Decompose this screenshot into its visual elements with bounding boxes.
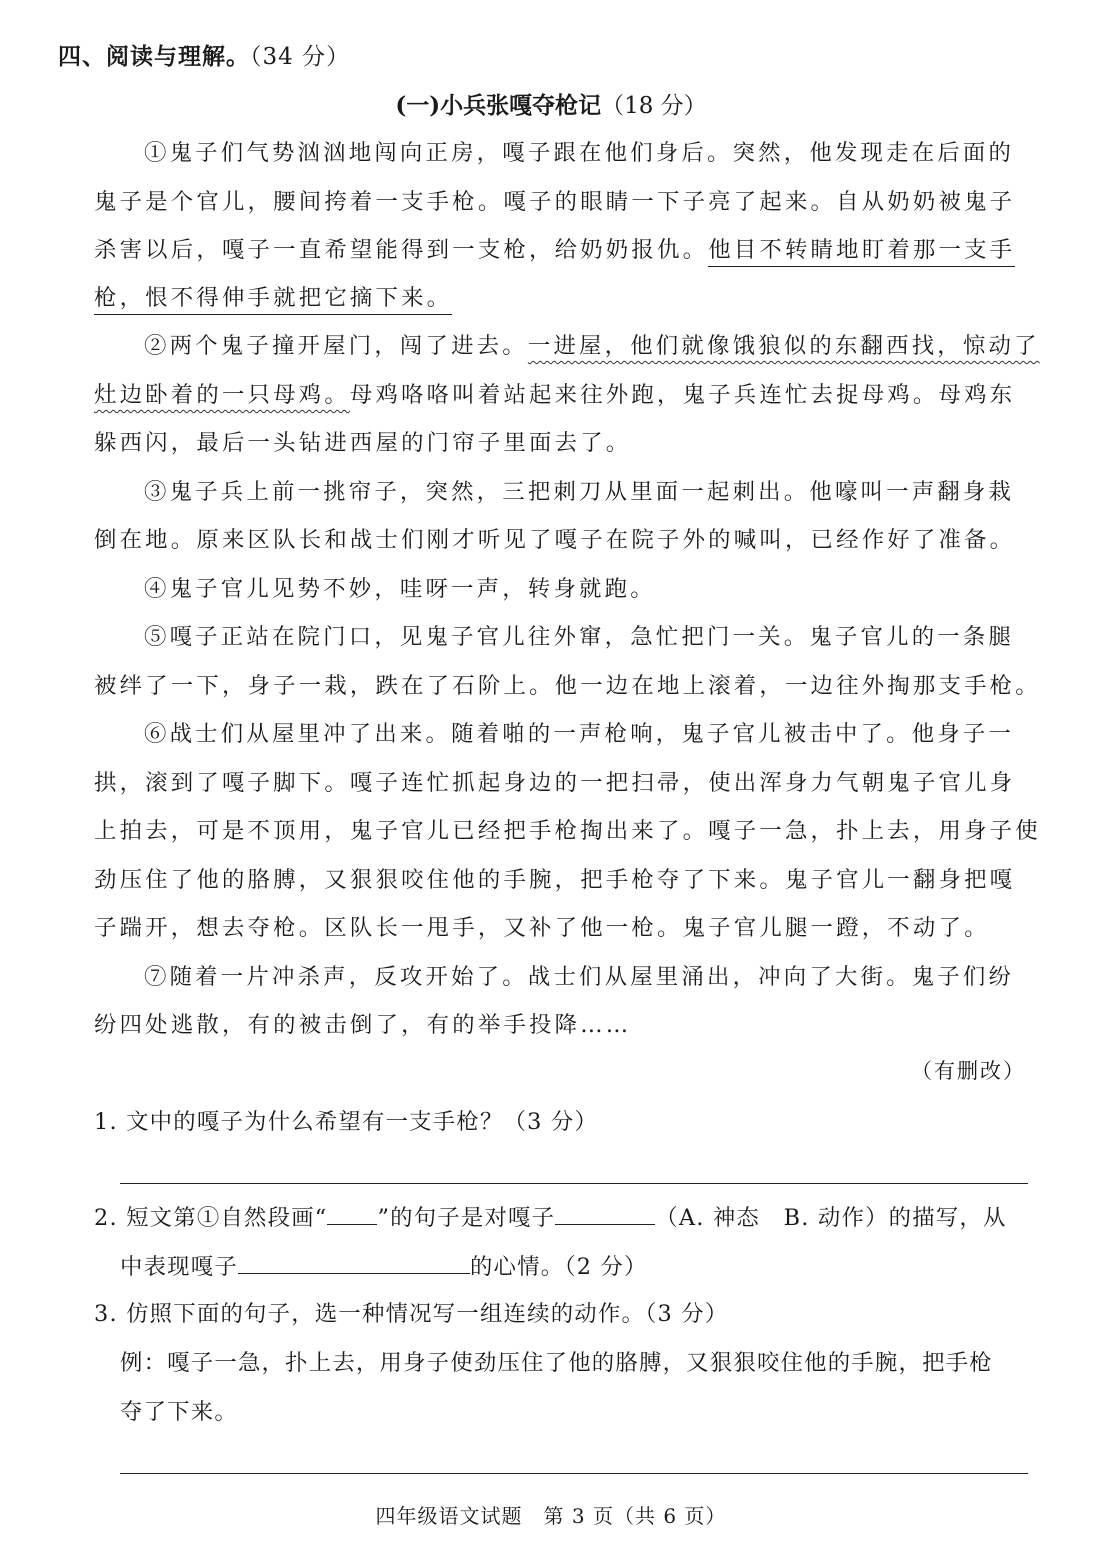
passage-line (94, 234, 1015, 266)
question-2-text: ”的句子是对嘎子 (377, 1205, 556, 1231)
passage-line-plain: 母鸡咯咯叫着站起来往外跑，鬼子兵连忙去捉母鸡。母鸡东 (349, 382, 1016, 408)
section-title: 四、阅读与理解。 (58, 43, 250, 70)
passage-heading (0, 87, 1102, 120)
question-2-cont (120, 1251, 648, 1283)
passage-line: 纷四处逃散，有的被击倒了，有的举手投降…… (94, 1012, 632, 1038)
passage-line-plain: ②两个鬼子撞开屋门，闯了进去。 (144, 333, 528, 359)
wavy-underlined-sentence: 灶边卧着的一只母鸡。 (94, 382, 350, 408)
passage-line: ③鬼子兵上前一挑帘子，突然，三把刺刀从里面一起刺出。他嚎叫一声翻身栽 (144, 479, 1015, 505)
passage-title: (一)小兵张嘎夺枪记 (395, 92, 602, 119)
passage-line: 劲压住了他的胳膊，又狠狠咬住他的手腕，把手枪夺了下来。鬼子官儿一翻身把嘎 (94, 867, 1016, 893)
passage-points: （18 分） (601, 93, 707, 119)
section-heading (58, 38, 350, 71)
question-3-example: 夺了下来。 (120, 1399, 238, 1425)
question-3-example: 例：嘎子一急，扑上去，用身子使劲压住了他的胳膊，又狠狠咬住他的手腕，把手枪 (120, 1350, 993, 1376)
blank-underline-sample (327, 1223, 377, 1225)
passage-line: ④鬼子官儿见势不妙，哇呀一声，转身就跑。 (144, 576, 656, 602)
passage-line: 躲西闪，最后一头钻进西屋的门帘子里面去了。 (94, 430, 632, 456)
passage-line-plain: 杀害以后，嘎子一直希望能得到一支枪，给奶奶报仇。 (94, 237, 709, 263)
underlined-sentence: 他目不转睛地盯着那一支手 (708, 237, 1015, 267)
passage-line: ⑥战士们从屋里冲了出来。随着啪的一声枪响，鬼子官儿被击中了。他身子一 (144, 721, 1015, 747)
question-2-text: 的心情。（2 分） (469, 1254, 648, 1280)
answer-blank[interactable] (555, 1223, 655, 1225)
passage-line: 上拍去，可是不顶用，鬼子官儿已经把手枪掏出来了。嘎子一急，扑上去，用身子使 (94, 818, 1041, 844)
section-points: （34 分） (250, 44, 351, 70)
passage-line: 被绊了一下，身子一栽，跌在了石阶上。他一边在地上滚着，一边往外掏那支手枪。 (94, 673, 1041, 699)
answer-blank[interactable] (238, 1272, 470, 1274)
wavy-underlined-sentence: 一进屋，他们就像饿狼似的东翻西找，惊动了 (527, 333, 1040, 359)
passage-line: ⑤嘎子正站在院门口，见鬼子官儿往外窜，急忙把门一关。鬼子官儿的一条腿 (144, 624, 1015, 650)
question-2-text: 中表现嘎子 (120, 1254, 238, 1280)
source-note: （有删改） (911, 1059, 1026, 1083)
question-2-text: 2. 短文第①自然段画“ (94, 1205, 328, 1231)
passage-line (144, 330, 1040, 362)
question-3: 3. 仿照下面的句子，选一种情况写一组连续的动作。（3 分） (94, 1301, 729, 1327)
passage-line (94, 282, 452, 314)
question-1: 1. 文中的嘎子为什么希望有一支手枪？（3 分） (94, 1109, 599, 1135)
passage-line: 拱，滚到了嘎子脚下。嘎子连忙抓起身边的一把扫帚，使出浑身力气朝鬼子官儿身 (94, 770, 1016, 796)
passage-line: ⑦随着一片冲杀声，反攻开始了。战士们从屋里涌出，冲向了大街。鬼子们纷 (144, 964, 1015, 990)
page-footer: 四年级语文试题 第 3 页（共 6 页） (375, 1504, 727, 1528)
passage-line (94, 379, 1015, 411)
passage-line: 鬼子是个官儿，腰间挎着一支手枪。嘎子的眼睛一下子亮了起来。自从奶奶被鬼子 (94, 189, 1016, 215)
question-2 (94, 1202, 1007, 1234)
footer-divider (120, 1473, 1028, 1474)
passage-line: 倒在地。原来区队长和战士们刚才听见了嘎子在院子外的喊叫，已经作好了准备。 (94, 527, 1016, 553)
passage-line: ①鬼子们气势汹汹地闯向正房，嘎子跟在他们身后。突然，他发现走在后面的 (144, 140, 1015, 166)
underlined-sentence: 枪，恨不得伸手就把它摘下来。 (94, 285, 452, 315)
answer-line[interactable] (120, 1183, 1028, 1184)
question-2-text: （A. 神态 B. 动作）的描写，从 (655, 1205, 1007, 1231)
passage-line: 子踹开，想去夺枪。区队长一甩手，又补了他一枪。鬼子官儿腿一蹬，不动了。 (94, 915, 990, 941)
